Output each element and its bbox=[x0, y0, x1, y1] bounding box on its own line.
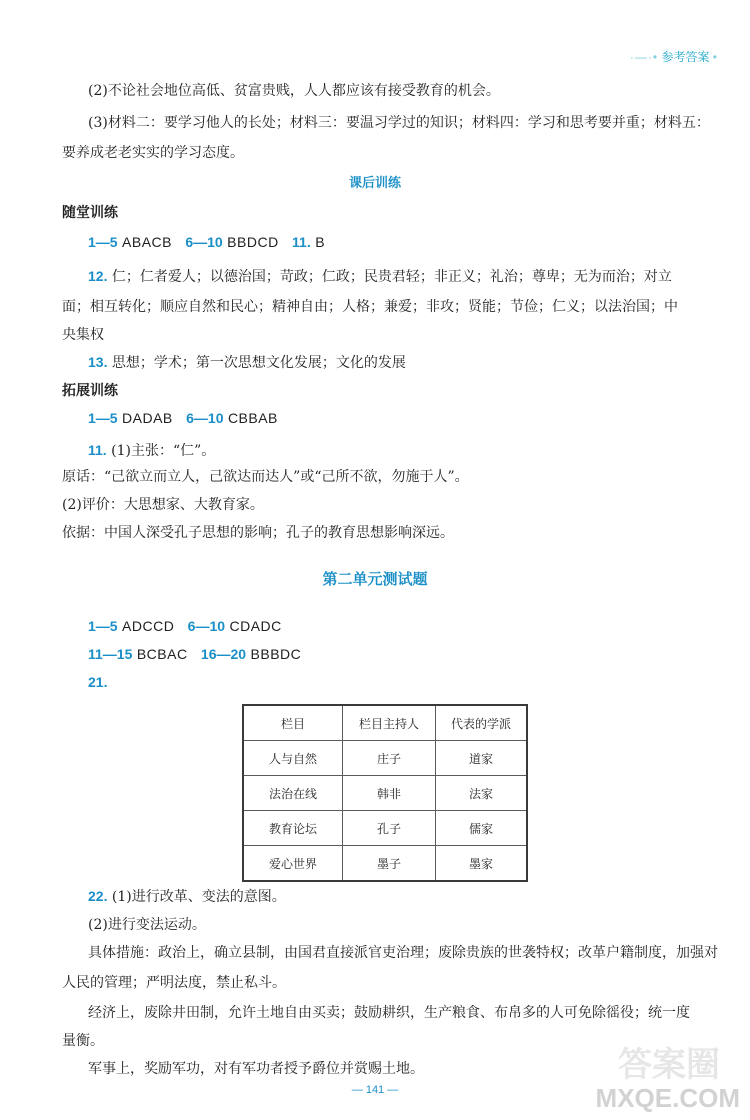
question-range: 16—20 bbox=[200, 646, 247, 662]
table-header-cell: 栏目主持人 bbox=[343, 705, 436, 741]
answer-text: BCBAC bbox=[136, 646, 188, 662]
table-cell: 法家 bbox=[436, 776, 528, 811]
answer-line-q22-1 bbox=[88, 886, 286, 906]
sub-title-extension: 拓展训练 bbox=[62, 382, 118, 398]
answer-line-q22-2: (2)进行变法运动。 bbox=[88, 917, 206, 933]
section-title-unit-test: 第二单元测试题 bbox=[322, 571, 428, 588]
answer-row-2 bbox=[88, 410, 278, 427]
answer-text: (1)主张：“仁”。 bbox=[111, 443, 216, 459]
answer-line-p2: (2)不论社会地位高低、贫富贵贱，人人都应该有接受教育的机会。 bbox=[88, 83, 500, 99]
answer-text: B bbox=[315, 234, 326, 250]
answer-text: BBDCD bbox=[227, 234, 279, 250]
answer-line-q22-7: 军事上，奖励军功，对有军功者授予爵位并赏赐土地。 bbox=[88, 1061, 424, 1077]
watermark-logo: 答案圈 bbox=[618, 1046, 720, 1084]
answer-table bbox=[242, 704, 528, 882]
table-cell: 孔子 bbox=[343, 811, 436, 846]
table-cell: 法治在线 bbox=[243, 776, 343, 811]
answer-text: CDADC bbox=[229, 618, 282, 634]
question-range: 1—5 bbox=[88, 410, 118, 426]
sub-title-in-class: 随堂训练 bbox=[62, 204, 118, 220]
answer-line-q22-3: 具体措施：政治上，确立县制，由国君直接派官吏治理；废除贵族的世袭特权；改革户籍制度，加强对 bbox=[88, 945, 718, 961]
table-header-cell: 栏目 bbox=[243, 705, 343, 741]
table-cell: 庄子 bbox=[343, 741, 436, 776]
table-cell: 墨家 bbox=[436, 846, 528, 882]
answer-line-q12-1 bbox=[88, 266, 672, 286]
table-row bbox=[243, 776, 527, 811]
table-cell: 墨子 bbox=[343, 846, 436, 882]
question-number: 22. bbox=[88, 888, 108, 904]
table-cell: 道家 bbox=[436, 741, 528, 776]
header-title: 参考答案 bbox=[661, 50, 710, 64]
answer-line-q21 bbox=[88, 674, 107, 691]
question-range: 1—5 bbox=[88, 234, 118, 250]
answer-text: ABACB bbox=[122, 234, 172, 250]
question-range: 6—10 bbox=[186, 410, 224, 426]
question-range: 1—5 bbox=[88, 618, 118, 634]
answer-text: 仁；仁者爱人；以德治国；苛政；仁政；民贵君轻；非正义；礼治；尊卑；无为而治；对立 bbox=[111, 269, 672, 285]
table-row bbox=[243, 811, 527, 846]
answer-row-4 bbox=[88, 646, 301, 663]
answer-text: BBBDC bbox=[250, 646, 302, 662]
table-cell: 人与自然 bbox=[243, 741, 343, 776]
table-header-cell: 代表的学派 bbox=[436, 705, 528, 741]
section-title-after-class: 课后训练 bbox=[348, 175, 401, 190]
table-cell: 儒家 bbox=[436, 811, 528, 846]
question-number: 13. bbox=[88, 354, 108, 370]
table-cell: 教育论坛 bbox=[243, 811, 343, 846]
answer-row-3 bbox=[88, 618, 282, 635]
table-row bbox=[243, 846, 527, 882]
answer-text: DADAB bbox=[122, 410, 173, 426]
watermark-url: MXQE.COM bbox=[595, 1083, 740, 1113]
answer-line-q11-3: (2)评价：大思想家、大教育家。 bbox=[62, 497, 264, 513]
answer-line-q22-4: 人民的管理；严明法度，禁止私斗。 bbox=[62, 975, 286, 991]
header-decoration-right: • bbox=[712, 50, 718, 64]
answer-text: 思想；学术；第一次思想文化发展；文化的发展 bbox=[111, 355, 406, 371]
question-range: 6—10 bbox=[187, 618, 226, 634]
question-number: 12. bbox=[88, 268, 108, 284]
answer-line-q11-2: 原话：“己欲立而立人，己欲达而达人”或“己所不欲，勿施于人”。 bbox=[62, 469, 469, 485]
answer-row-1 bbox=[88, 234, 325, 251]
question-range: 6—10 bbox=[185, 234, 223, 250]
answer-line-p3b: 要养成老老实实的学习态度。 bbox=[62, 145, 244, 161]
table-row bbox=[243, 741, 527, 776]
answer-line-q12-2: 面；相互转化；顺应自然和民心；精神自由；人格；兼爱；非攻；贤能；节俭；仁义；以法治国；中 bbox=[62, 299, 678, 315]
table-cell: 韩非 bbox=[343, 776, 436, 811]
question-range: 11—15 bbox=[88, 646, 133, 662]
answer-line-q13 bbox=[88, 352, 406, 372]
page-number: — 141 — bbox=[351, 1084, 399, 1096]
table-header-row bbox=[243, 705, 527, 741]
answer-text: CBBAB bbox=[227, 410, 278, 426]
question-number: 11. bbox=[292, 234, 311, 250]
answer-line-q12-3: 央集权 bbox=[62, 327, 104, 343]
question-number: 11. bbox=[88, 442, 107, 458]
answer-text: (1)进行改革、变法的意图。 bbox=[111, 889, 286, 905]
table-cell: 爱心世界 bbox=[243, 846, 343, 882]
page-header bbox=[630, 48, 718, 65]
answer-line-q11-4: 依据：中国人深受孔子思想的影响；孔子的教育思想影响深远。 bbox=[62, 525, 454, 541]
answer-line-p3a: (3)材料二：要学习他人的长处；材料三：要温习学过的知识；材料四：学习和思考要并重；材料五： bbox=[88, 115, 710, 131]
answer-line-q22-6: 量衡。 bbox=[62, 1033, 104, 1049]
answer-line-q11-1 bbox=[88, 440, 215, 460]
answer-text: ADCCD bbox=[122, 618, 175, 634]
question-number: 21. bbox=[88, 674, 108, 690]
header-decoration-left: ·—·• bbox=[629, 50, 659, 64]
answer-line-q22-5: 经济上，废除井田制，允许土地自由买卖；鼓励耕织，生产粮食、布帛多的人可免除徭役；统一度 bbox=[88, 1005, 690, 1021]
